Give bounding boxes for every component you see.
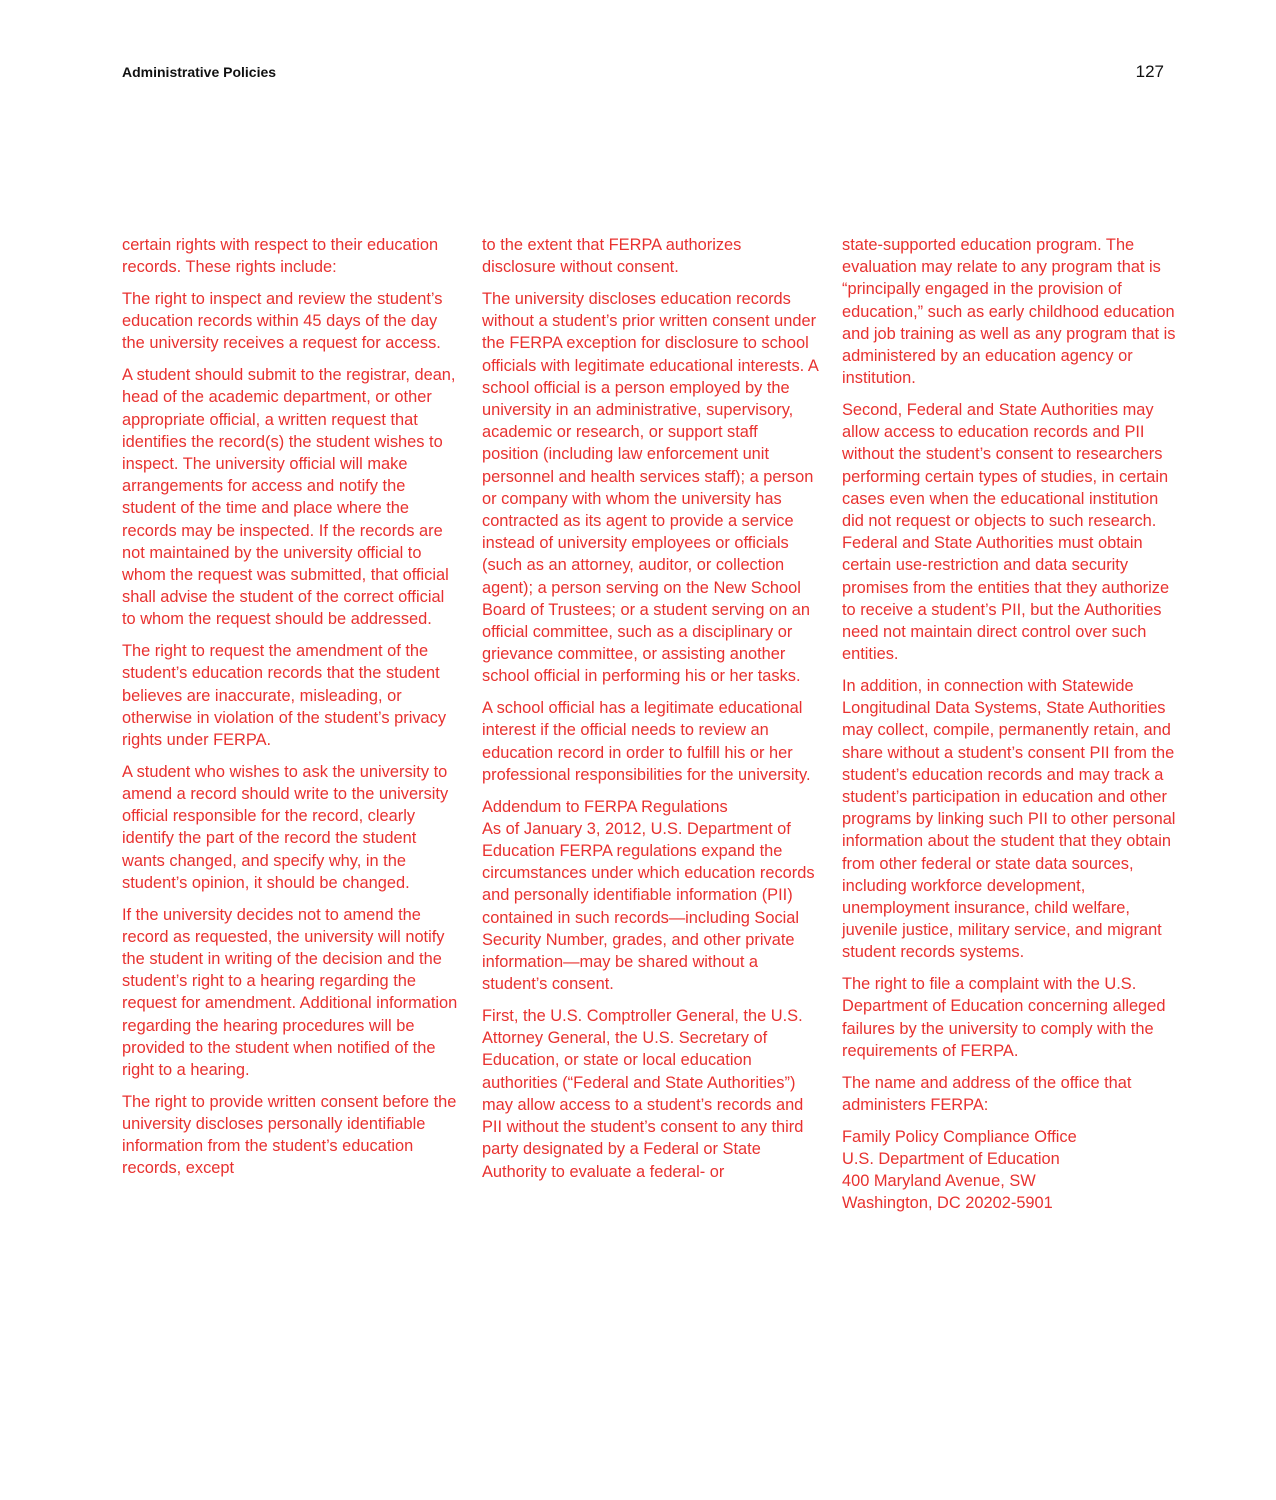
paragraph: In addition, in connection with Statewide Longitudinal Data Systems, State Authorities may collect, compile, permanently retain, and share without a student’s consent PII from the student’s education records and may track a student’s participation in education and other programs by linking such PII to other personal information about the student that they obtain from other federal or state data sources, including workforce development, unemployment insurance, child welfare, juvenile justice, military service, and migrant student records systems. (842, 677, 1176, 962)
text-column-3 (842, 234, 1178, 1224)
text-column-2 (482, 234, 818, 1192)
text-column-1 (122, 234, 458, 1189)
paragraph: If the university decides not to amend the record as requested, the university will notify the student in writing of the decision and the student’s right to a hearing regarding the request for amendment. Additional information regarding the hearing procedures will be provided to the student when notified of the right to a hearing. (122, 905, 458, 1080)
paragraph: certain rights with respect to their education records. These rights include: (122, 236, 439, 277)
page-number: 127 (1135, 62, 1164, 81)
address-line: 400 Maryland Avenue, SW (842, 1172, 1036, 1191)
paragraph: to the extent that FERPA authorizes disclosure without consent. (482, 236, 742, 277)
paragraph: The university discloses education records without a student’s prior written consent under the FERPA exception for disclosure to school officials with legitimate educational interests. A school official is a person employed by the university in an administrative, supervisory, academic or research, or support staff position (including law enforcement unit personnel and health services staff); a person or company with whom the university has contracted as its agent to provide a service instead of university employees or officials (such as an attorney, auditor, or collection agent); a person serving on the New School Board of Trustees; or a student serving on an official committee, such as a disciplinary or grievance committee, or assisting another school official in performing his or her tasks. (482, 290, 818, 686)
paragraph: Second, Federal and State Authorities may allow access to education records and PII without the student’s consent to researchers performing certain types of studies, in certain cases even when the educational institution did not request or objects to such research. Federal and State Authorities must obtain certain use-restriction and data security promises from the entities that they authorize to receive a student’s PII, but the Authorities need not maintain direct control over such entities. (842, 401, 1170, 664)
section-title: Administrative Policies (122, 64, 277, 80)
paragraph: state-supported education program. The evaluation may relate to any program that is “principally engaged in the provision of education,” such as early childhood education and job training as well as any program that is administered by an education agency or institution. (842, 236, 1176, 388)
paragraph: The right to provide written consent before the university discloses personally identifiable information from the student’s education records, except (122, 1092, 457, 1178)
paragraph: The name and address of the office that administers FERPA: (842, 1073, 1132, 1114)
address-block (842, 1126, 1178, 1215)
paragraph: A student who wishes to ask the university to amend a record should write to the university official responsible for the record, clearly identify the part of the record the student wants changed, and specify why, in the student’s opinion, it should be changed. (122, 762, 449, 892)
section-subheading: Addendum to FERPA Regulations (482, 797, 728, 816)
address-line: U.S. Department of Education (842, 1149, 1060, 1168)
paragraph: The right to inspect and review the student’s education records within 45 days of the day the university receives a request for access. (122, 290, 443, 353)
paragraph: First, the U.S. Comptroller General, the U.S. Attorney General, the U.S. Secretary of Education, or state or local education authorities (“Federal and State Authorities”) may allow access to a student’s records and PII without the student’s consent to any third party designated by a Federal or State Authority to evaluate a federal- or (482, 1007, 804, 1181)
paragraph: The right to file a complaint with the U.S. Department of Education concerning alleged failures by the university to comply with the requirements of FERPA. (842, 975, 1166, 1060)
address-line: Family Policy Compliance Office (842, 1127, 1077, 1146)
paragraph: A school official has a legitimate educational interest if the official needs to review an education record in order to fulfill his or her professional responsibilities for the university. (482, 699, 811, 784)
paragraph: A student should submit to the registrar, dean, head of the academic department, or other appropriate official, a written request that identifies the record(s) the student wishes to inspect. The university official will make arrangements for access and notify the student of the time and place where the records may be inspected. If the records are not maintained by the university official to whom the request was submitted, that official shall advise the student of the correct official to whom the request should be addressed. (122, 366, 456, 629)
paragraph: As of January 3, 2012, U.S. Department of Education FERPA regulations expand the circumstances under which education records and personally identifiable information (PII) contained in such records—including Social Security Number, grades, and other private information—may be shared without a student’s consent. (482, 819, 815, 994)
address-line: Washington, DC 20202-5901 (842, 1194, 1053, 1213)
paragraph: The right to request the amendment of the student’s education records that the student believes are inaccurate, misleading, or otherwise in violation of the student’s privacy rights under FERPA. (122, 642, 447, 750)
